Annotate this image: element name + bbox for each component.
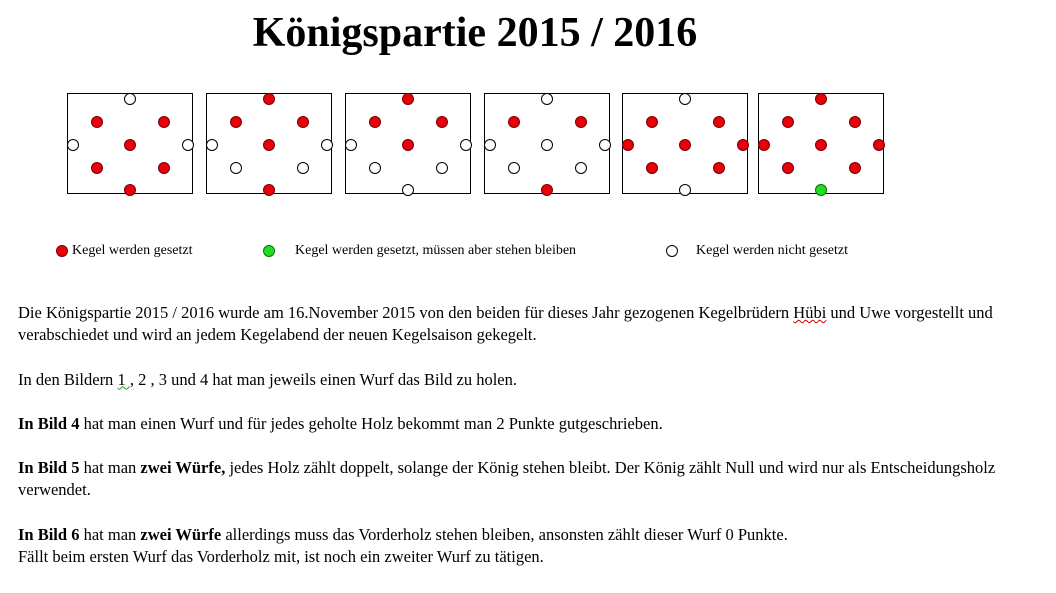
- paragraph-bilder: [18, 369, 1048, 391]
- pin-ul-red: [508, 116, 520, 128]
- text-segment: hat man: [79, 524, 141, 544]
- pin-center-red: [402, 139, 414, 151]
- pin-ll-white: [369, 162, 381, 174]
- pin-lr-red: [158, 162, 170, 174]
- pin-left-red: [622, 139, 634, 151]
- pin-lr-white: [297, 162, 309, 174]
- text-segment: Hübi: [793, 303, 827, 322]
- pin-top-red: [402, 93, 414, 105]
- pin-left-red: [758, 139, 770, 151]
- text-segment: allerdings muss das Vorderholz stehen bleiben, ansonsten zählt dieser Wurf 0 Punkte.: [221, 524, 788, 544]
- pin-top-white: [541, 93, 553, 105]
- text-segment: hat man: [79, 458, 141, 478]
- pin-top-white: [124, 93, 136, 105]
- legend-label: Kegel werden gesetzt: [72, 243, 193, 258]
- pin-ur-red: [849, 116, 861, 128]
- pin-center-red: [263, 139, 275, 151]
- pin-bottom-red: [124, 184, 136, 196]
- pin-bottom-red: [263, 184, 275, 196]
- text-segment: Die Königspartie 2015 / 2016 wurde am 16.November 2015 von den beiden für dieses Jahr gezogenen Kegelbrüdern: [18, 303, 794, 322]
- pin-right-white: [460, 139, 472, 151]
- pin-top-white: [679, 93, 691, 105]
- legend-item-white: [666, 240, 848, 262]
- legend-label: Kegel werden nicht gesetzt: [696, 243, 848, 258]
- pin-top-red: [815, 93, 827, 105]
- pin-ur-red: [575, 116, 587, 128]
- text-segment: jedes Holz zählt doppelt, solange der König stehen bleibt. Der König zählt Null und wird nur als Entscheidungsholz verwendet.: [18, 458, 996, 500]
- pin-ul-red: [782, 116, 794, 128]
- pin-left-white: [345, 139, 357, 151]
- red-pin-icon: [56, 245, 68, 257]
- pin-lr-red: [849, 162, 861, 174]
- white-pin-icon: [666, 245, 678, 257]
- pin-left-white: [67, 139, 79, 151]
- text-segment: zwei Würfe,: [140, 458, 226, 478]
- text-segment: 2 , 3 und 4 hat man jeweils einen Wurf das Bild zu holen.: [133, 369, 517, 389]
- text-segment: In Bild 6: [18, 524, 80, 544]
- text-segment: zwei Würfe: [140, 524, 222, 544]
- pin-ul-red: [369, 116, 381, 128]
- text-segment: hat man einen Wurf und für jedes geholte Holz bekommt man 2 Punkte gutgeschrieben.: [79, 413, 663, 433]
- paragraph-intro: [18, 302, 1048, 347]
- pin-left-white: [206, 139, 218, 151]
- legend-label: Kegel werden gesetzt, müssen aber stehen bleiben: [295, 243, 577, 258]
- pin-center-red: [679, 139, 691, 151]
- pin-ll-red: [782, 162, 794, 174]
- pin-ur-red: [297, 116, 309, 128]
- pin-ul-red: [230, 116, 242, 128]
- pin-right-white: [182, 139, 194, 151]
- pin-ur-red: [158, 116, 170, 128]
- pin-lr-white: [575, 162, 587, 174]
- pin-ul-red: [646, 116, 658, 128]
- text-segment: In Bild 5: [18, 458, 80, 478]
- paragraph-bild-4: [18, 413, 1048, 435]
- pin-right-white: [321, 139, 333, 151]
- legend-item-red: [56, 240, 193, 262]
- pin-bottom-red: [541, 184, 553, 196]
- pin-center-white: [541, 139, 553, 151]
- paragraph-bild-5: [18, 457, 1048, 502]
- pin-right-white: [599, 139, 611, 151]
- legend-item-green: [263, 240, 576, 262]
- text-segment: 1 ,: [117, 369, 134, 389]
- description-text: [18, 302, 1048, 568]
- pin-ur-red: [713, 116, 725, 128]
- pin-bottom-white: [402, 184, 414, 196]
- page-title: Königspartie 2015 / 2016: [252, 10, 698, 56]
- pin-diagrams: [0, 0, 1056, 210]
- pin-center-red: [124, 139, 136, 151]
- pin-ll-white: [230, 162, 242, 174]
- pin-center-red: [815, 139, 827, 151]
- pin-lr-red: [713, 162, 725, 174]
- pin-ul-red: [91, 116, 103, 128]
- pin-lr-white: [436, 162, 448, 174]
- pin-bottom-green: [815, 184, 827, 196]
- paragraph-bild-6: [18, 524, 1048, 569]
- pin-ll-red: [91, 162, 103, 174]
- text-segment: und Uwe vorgestellt und verabschiedet und wird an jedem Kegelabend der neuen Kegelsaison gekegelt.: [18, 303, 993, 345]
- text-segment: In Bild 4: [18, 413, 80, 433]
- pin-top-red: [263, 93, 275, 105]
- pin-bottom-white: [679, 184, 691, 196]
- pin-ll-white: [508, 162, 520, 174]
- green-pin-icon: [263, 245, 275, 257]
- pin-right-red: [873, 139, 885, 151]
- pin-ur-red: [436, 116, 448, 128]
- text-segment: In den Bildern: [18, 369, 118, 389]
- legend: [0, 240, 1056, 264]
- pin-ll-red: [646, 162, 658, 174]
- pin-left-white: [484, 139, 496, 151]
- text-segment: Fällt beim ersten Wurf das Vorderholz mit, ist noch ein zweiter Wurf zu tätigen.: [18, 547, 544, 567]
- pin-right-red: [737, 139, 749, 151]
